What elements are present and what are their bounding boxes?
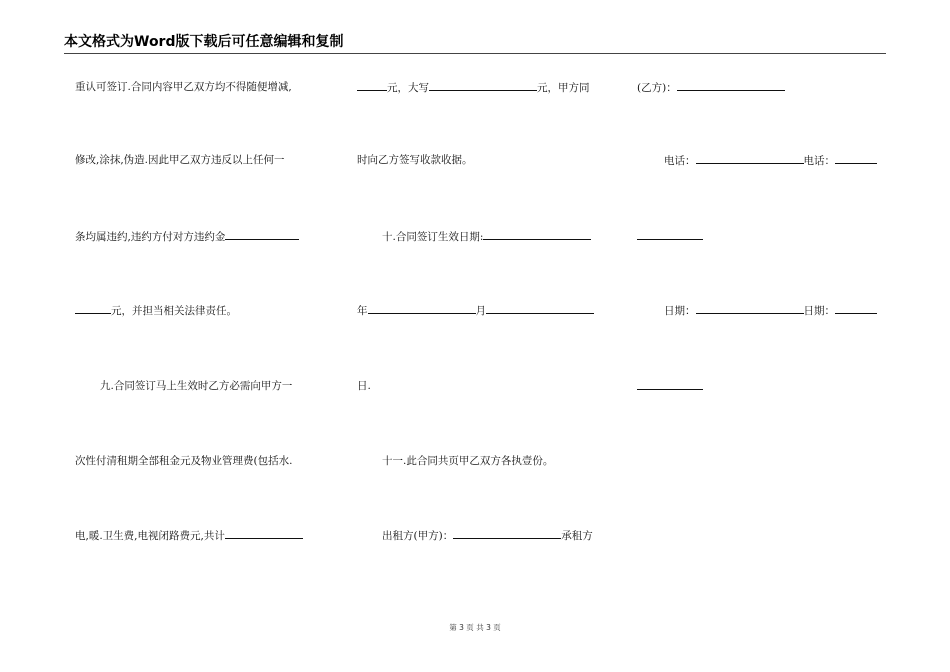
col2-line-1-mid: 元，大写 xyxy=(387,82,429,94)
col1-line-7-text: 电,暖.卫生费,电视闭路费元,共计 xyxy=(75,530,225,542)
date-continuation-blank xyxy=(637,378,703,390)
page-footer: 第 3 页 共 3 页 xyxy=(449,623,501,632)
col3-phone-line xyxy=(664,152,877,168)
col2-line-1-end: 元，甲方同 xyxy=(537,82,590,94)
month-blank xyxy=(486,302,594,314)
col2-line-3 xyxy=(382,228,591,244)
penalty-unit-blank xyxy=(75,302,111,314)
col1-line-4 xyxy=(75,302,237,318)
date-blank-2 xyxy=(835,302,877,314)
col1-line-1: 重认可签订.合同内容甲乙双方均不得随便增减, xyxy=(75,81,292,93)
amount-in-words-blank xyxy=(429,79,537,91)
col2-line-3-text: 十.合同签订生效日期: xyxy=(382,231,484,243)
col1-line-4-text: 元，并担当相关法律责任。 xyxy=(111,305,237,317)
party-b-signature-blank xyxy=(677,79,785,91)
header-title: 本文格式为Word版下载后可任意编辑和复制 xyxy=(64,34,344,50)
col1-line-3 xyxy=(75,228,299,244)
total-amount-blank xyxy=(225,527,303,539)
page-header xyxy=(64,34,886,54)
phone-continuation-blank xyxy=(637,228,703,240)
penalty-amount-blank xyxy=(225,228,299,240)
phone-blank-1 xyxy=(696,152,804,164)
col1-line-6: 次性付清租期全部租金元及物业管理费(包括水. xyxy=(75,455,293,467)
year-label: 年 xyxy=(357,305,368,317)
col1-line-2: 修改,涂抹,伪造.因此甲乙双方违反以上任何一 xyxy=(75,154,285,166)
date-label-2: 日期： xyxy=(803,305,835,317)
amount-blank xyxy=(357,79,387,91)
lessee-label: 承租方 xyxy=(561,530,593,542)
lessor-label: 出租方(甲方)： xyxy=(382,530,454,542)
col3-line-3 xyxy=(637,228,703,244)
col3-line-1 xyxy=(637,79,785,95)
phone-blank-2 xyxy=(835,152,877,164)
col2-line-2: 时向乙方签写收款收据。 xyxy=(357,154,473,166)
col2-line-1 xyxy=(357,79,590,95)
effective-date-blank xyxy=(483,228,591,240)
col2-line-5: 日. xyxy=(357,380,371,392)
col2-line-7 xyxy=(382,527,593,543)
col1-line-3-text: 条均属违约,违约方付对方违约金 xyxy=(75,231,226,243)
month-label: 月 xyxy=(475,305,486,317)
lessor-signature-blank xyxy=(453,527,561,539)
col3-date-line xyxy=(664,302,877,318)
col2-line-4 xyxy=(357,302,594,318)
col2-line-6: 十一.此合同共页甲乙双方各执壹份。 xyxy=(382,455,554,467)
col1-line-7 xyxy=(75,527,303,543)
phone-label-2: 电话： xyxy=(803,155,835,167)
col3-line-5 xyxy=(637,378,703,394)
date-label-1: 日期： xyxy=(664,305,696,317)
phone-label-1: 电话： xyxy=(664,155,696,167)
date-blank-1 xyxy=(696,302,804,314)
year-blank xyxy=(368,302,476,314)
party-b-label: (乙方)： xyxy=(637,82,677,94)
col1-line-5: 九.合同签订马上生效时乙方必需向甲方一 xyxy=(100,380,293,392)
